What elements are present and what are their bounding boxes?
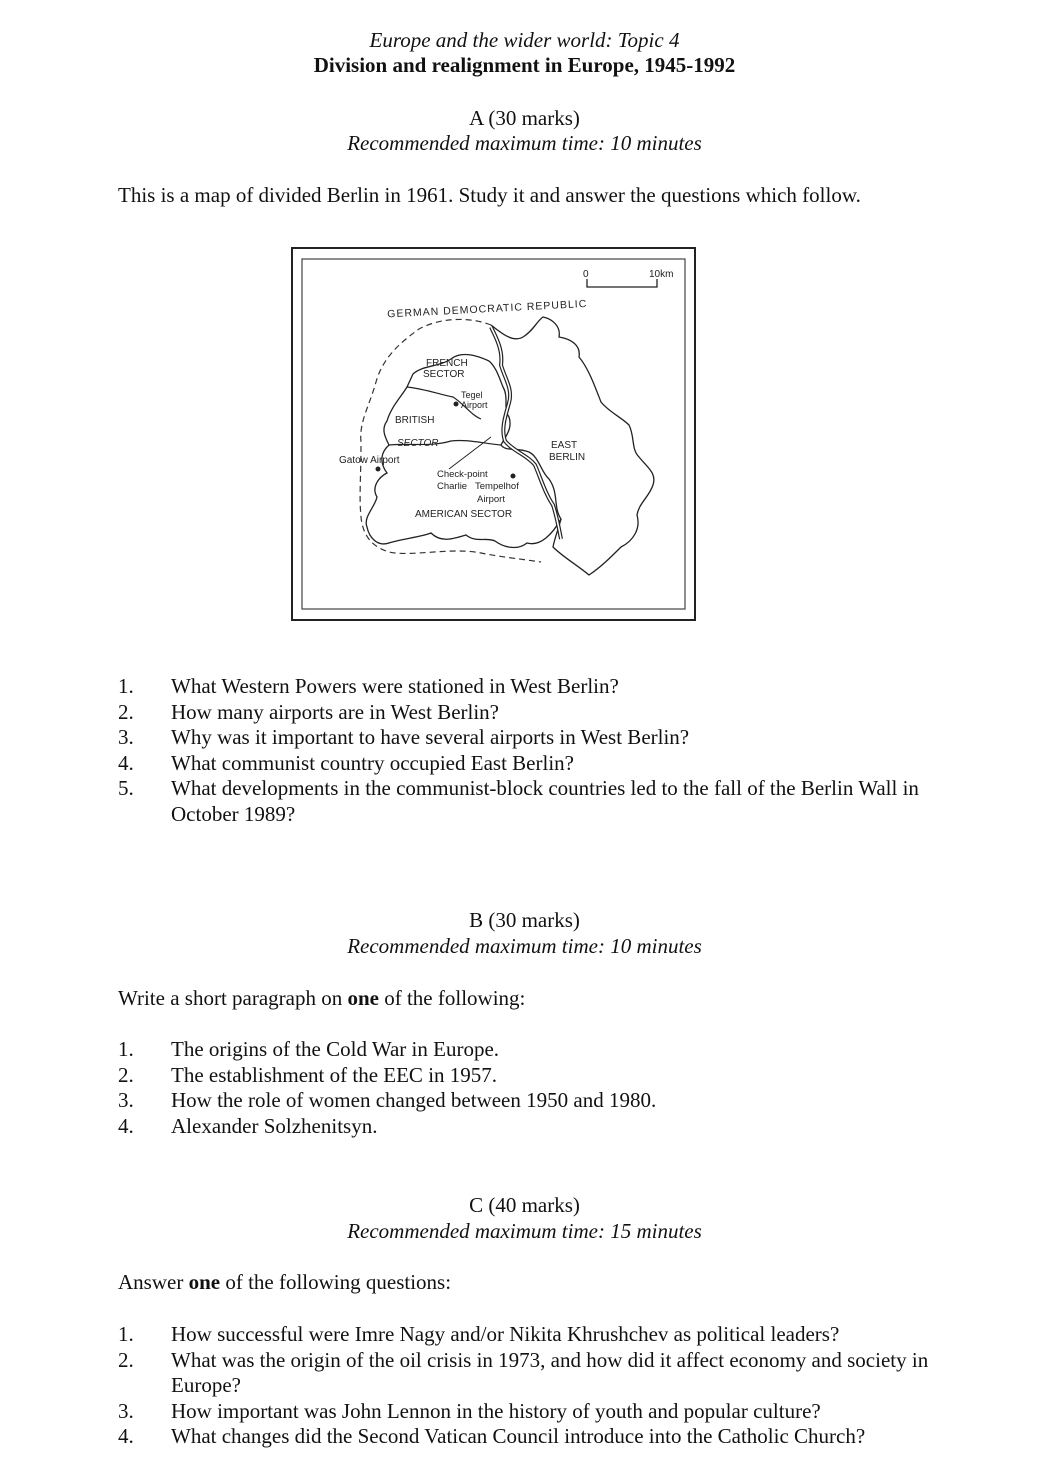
- french-label-2: SECTOR: [423, 369, 465, 380]
- list-item: 4. What changes did the Second Vatican Council introduce into the Catholic Church?: [118, 1424, 866, 1448]
- berlin-map-svg: [291, 247, 696, 621]
- list-item: 3. How the role of women changed between 1950 and 1980.: [118, 1088, 657, 1112]
- tempelhof-label-2: Airport: [477, 494, 505, 505]
- list-item: 3. How important was John Lennon in the history of youth and popular culture?: [118, 1398, 821, 1423]
- gatow-airport-marker: [376, 467, 381, 472]
- tegel-airport-marker: [454, 402, 459, 407]
- gatow-label: Gatow Airport: [339, 455, 400, 466]
- section-b-items: [118, 1037, 938, 1139]
- section-b-intro: Write a short paragraph on one of the following:: [118, 986, 526, 1010]
- topic-line: Europe and the wider world: Topic 4: [369, 28, 680, 52]
- section-a-time: Recommended maximum time: 10 minutes: [347, 131, 702, 155]
- scale-zero: 0: [583, 269, 589, 280]
- list-item: 4. Alexander Solzhenitsyn.: [118, 1113, 378, 1138]
- list-item: 3. Why was it important to have several airports in West Berlin?: [118, 725, 690, 749]
- french-label-1: FRENCH: [426, 358, 468, 369]
- page-title: Division and realignment in Europe, 1945-1992: [313, 53, 736, 77]
- list-item: 1. The origins of the Cold War in Europe.: [118, 1037, 500, 1061]
- section-a-questions: [118, 674, 938, 827]
- berlin-map: [291, 247, 696, 621]
- american-label: AMERICAN SECTOR: [415, 509, 513, 520]
- east-label-2: BERLIN: [549, 452, 586, 463]
- section-b-time: Recommended maximum time: 10 minutes: [347, 934, 702, 958]
- tempelhof-label-1: Tempelhof: [475, 481, 519, 492]
- british-label-2: SECTOR: [397, 438, 439, 449]
- scale-bar: [587, 279, 657, 287]
- section-c-heading: C (40 marks): [469, 1193, 580, 1217]
- list-item: 2. What was the origin of the oil crisis in 1973, and how did it affect economy and society in Europe?: [118, 1347, 929, 1397]
- tegel-label-1: Tegel: [461, 390, 483, 400]
- gdr-label: GERMAN DEMOCRATIC REPUBLIC: [386, 297, 588, 321]
- checkpoint-pointer: [449, 437, 491, 469]
- checkpoint-label-1: Check-point: [437, 469, 488, 480]
- list-item: 4. What communist country occupied East Berlin?: [118, 750, 574, 775]
- list-item: 1. How successful were Imre Nagy and/or Nikita Khrushchev as political leaders?: [118, 1322, 840, 1346]
- section-b-heading: B (30 marks): [469, 908, 580, 932]
- section-a-heading: A (30 marks): [469, 106, 580, 130]
- list-item: 2. How many airports are in West Berlin?: [118, 699, 500, 724]
- british-label-1: BRITISH: [395, 415, 435, 426]
- list-item: 2. The establishment of the EEC in 1957.: [118, 1062, 498, 1087]
- section-c-time: Recommended maximum time: 15 minutes: [347, 1219, 702, 1243]
- section-c-intro: Answer one of the following questions:: [118, 1270, 452, 1294]
- tegel-label-2: Airport: [461, 400, 488, 410]
- east-label-1: EAST: [551, 440, 578, 451]
- list-item: 1. What Western Powers were stationed in West Berlin?: [118, 674, 619, 698]
- tempelhof-airport-marker: [511, 474, 516, 479]
- section-a-intro: This is a map of divided Berlin in 1961. Study it and answer the questions which follow.: [118, 183, 861, 207]
- scale-max: 10km: [649, 269, 674, 280]
- section-c-items: [118, 1322, 938, 1450]
- checkpoint-label-2: Charlie: [437, 481, 468, 492]
- list-item: 5. What developments in the communist-block countries led to the fall of the Berlin Wall in October 1989?: [118, 776, 919, 826]
